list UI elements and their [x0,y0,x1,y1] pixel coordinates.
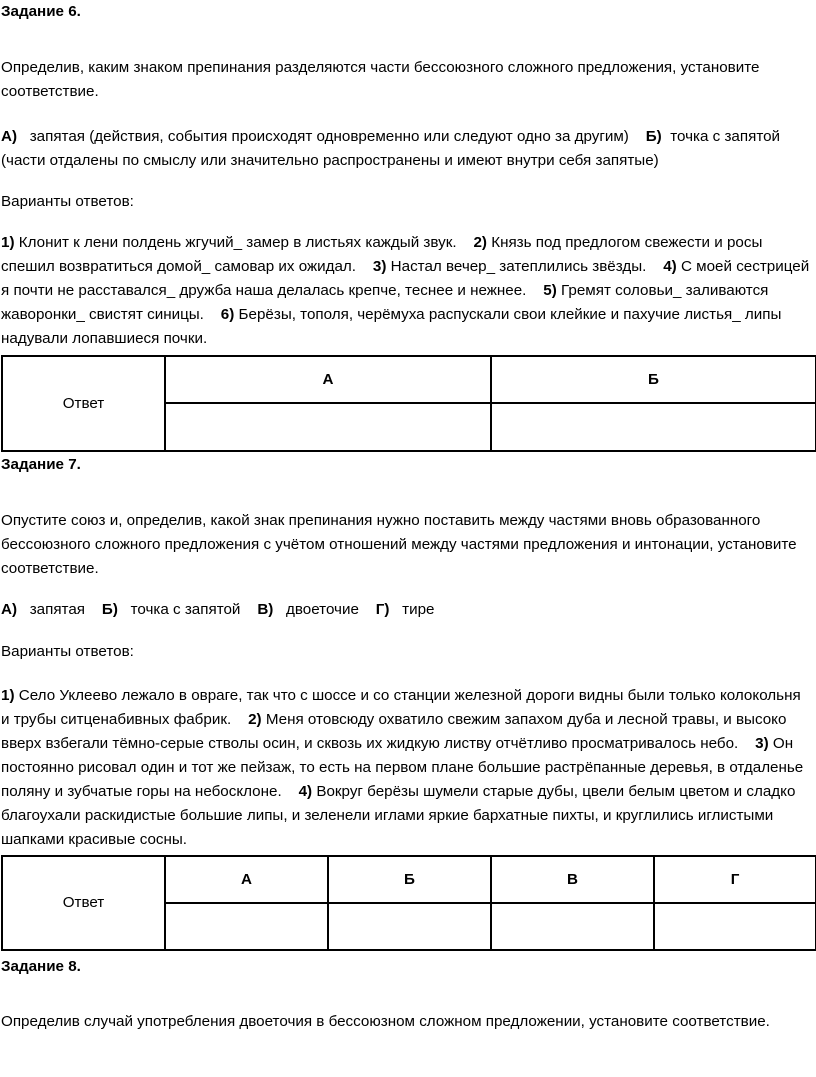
task6-option-b-label: Б) [645,128,662,145]
task6-col-b: Б [491,356,816,403]
task7-option-a: запятая [29,601,86,618]
task6-instruction: Определив, каким знаком препинания разделяются части бессоюзного сложного предложения, установите соответствие. [1,59,760,100]
task6-answer-2: Князь под предлогом свежести и росы спешил возвратиться домой_ самовар их ожидал. [1,234,763,275]
task6-option-b-text: точка с запятой (части отдалены по смыслу или значительно распространены и имеют внутри себя запятые) [1,128,781,169]
task7-answer-3: Он постоянно рисовал один и тот же пейзаж, то есть на первом плане большие растрёпанные деревья, в отдаленье поляну и зубчатые горы на небосклоне. [1,735,804,800]
task7-option-b: точка с запятой [130,601,241,618]
task7-variants-heading: Варианты ответов: [1,643,134,660]
task6-answer-6: Берёзы, тополя, черёмуха распускали свои клейкие и пахучие листья_ липы надували лопавшиеся почки. [1,306,782,347]
task7-answer-label: Ответ [2,856,165,950]
task6-title: Задание 6. [1,3,81,20]
task6-answer-5: Гремят соловьи_ заливаются жаворонки_ свистят синицы. [1,282,769,323]
task7-answer-cell-d[interactable] [654,903,816,950]
task7-col-c: В [491,856,654,903]
task6-col-a: А [165,356,491,403]
task6-answer-label: Ответ [2,356,165,451]
task6-answer-cell-a[interactable] [165,403,491,451]
task7-col-d: Г [654,856,816,903]
task6-answers: 1) Клонит к лени полдень жгучий_ замер в листьях каждый звук. 2) Князь под предлогом свежести и росы спешил возвратиться домой_ самовар их ожидал. 3) Настал вечер_ затеплились звёзды. 4) С моей сестрицей я почти не расставался_ дружба наша делалась крепче, теснее и нежнее. 5) Гремят соловьи_ заливаются жаворонки_ свистят синицы. 6) Берёзы, тополя, черёмуха распускали свои клейкие и пахучие листья_ липы надували лопавшиеся почки. [1,234,810,347]
task7-option-d: тире [402,601,435,618]
task6-answer-1: Клонит к лени полдень жгучий_ замер в листьях каждый звук. [18,234,457,251]
task7-answer-cell-c[interactable] [491,903,654,950]
task6-answer-3: Настал вечер_ затеплились звёзды. [390,258,647,275]
task7-title: Задание 7. [1,456,81,473]
task7-col-a: А [165,856,328,903]
task6-answer-table [1,355,816,452]
task6-answer-cell-b[interactable] [491,403,816,451]
task7-instruction: Опустите союз и, определив, какой знак препинания нужно поставить между частями вновь образованного бессоюзного сложного предложения с учётом отношений между частями предложения и интонации, установите соответствие. [1,512,797,577]
task7-answer-cell-a[interactable] [165,903,328,950]
task7-answer-2: Меня отовсюду охватило свежим запахом дуба и лесной травы, и высоко вверх взбегали тёмно-серые стволы осин, и сквозь их жидкую листву отчётливо просматривалось небо. [1,711,787,752]
task7-answer-cell-b[interactable] [328,903,491,950]
task6-option-a-label: А) [1,128,18,145]
task7-options: А) запятая Б) точка с запятой В) двоеточие Г) тире [1,601,435,618]
task7-option-c: двоеточие [286,601,359,618]
task6-answer-4: С моей сестрицей я почти не расставался_ дружба наша делалась крепче, теснее и нежнее. [1,258,810,299]
task6-variants-heading: Варианты ответов: [1,193,134,210]
task6-option-a-text: запятая (действия, события происходят одновременно или следуют одно за другим) [29,128,629,145]
task7-answer-1: Село Уклеево лежало в овраге, так что с шоссе и со станции железной дороги видны были только колокольня и трубы ситценабивных фабрик. [1,687,801,728]
task6-options [1,125,813,173]
task8-instruction: Определив случай употребления двоеточия в бессоюзном сложном предложении, установите соответствие. [1,1013,770,1030]
task7-answer-table [1,855,816,951]
task7-answers: 1) Село Уклеево лежало в овраге, так что с шоссе и со станции железной дороги видны были только колокольня и трубы ситценабивных фабрик. 2) Меня отовсюду охватило свежим запахом дуба и лесной травы, и высоко вверх взбегали тёмно-серые стволы осин, и сквозь их жидкую листву отчётливо просматривалось небо. 3) Он постоянно рисовал один и тот же пейзаж, то есть на первом плане большие растрёпанные деревья, в отдаленье поляну и зубчатые горы на небосклоне. 4) Вокруг берёзы шумели старые дубы, цвели белым цветом и сладко благоухали раскидистые большие липы, и зеленели иглами яркие бархатные пихты, и круглились иглистыми шапками красивые сосны. [1,687,804,848]
task7-answer-4: Вокруг берёзы шумели старые дубы, цвели белым цветом и сладко благоухали раскидистые большие липы, и зеленели иглами яркие бархатные пихты, и круглились иглистыми шапками красивые сосны. [1,783,796,848]
task8-title: Задание 8. [1,958,81,975]
task7-col-b: Б [328,856,491,903]
